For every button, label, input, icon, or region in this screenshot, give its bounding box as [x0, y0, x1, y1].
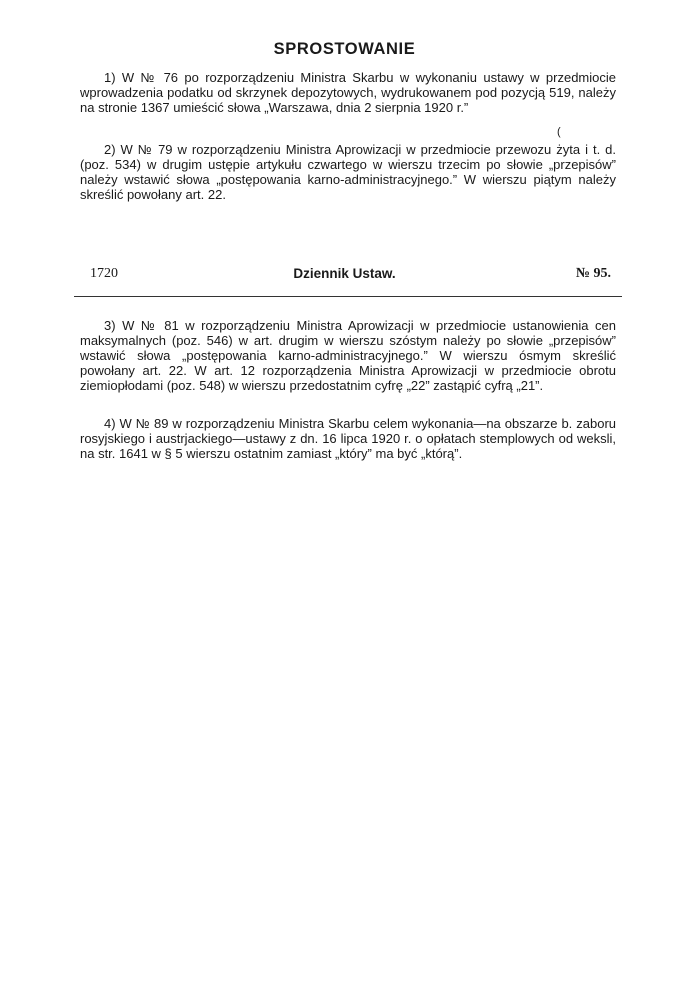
- correction-paragraph-4: 4) W № 89 w rozporządzeniu Ministra Skarbu celem wykonania—na obszarze b. zaboru rosyjskiego i austrjackiego—ustawy z dn. 16 lipca 1920 r. o opłatach stemplowych od weksli, na str. 1641 w § 5 wierszu ostatnim zamiast „który” ma być „którą”.: [80, 416, 616, 461]
- correction-paragraph-1: 1) W № 76 po rozporządzeniu Ministra Skarbu w wykonaniu ustawy w przedmiocie wprowadzenia podatku od skrzynek depozytowych, wydrukowanem pod pozycją 519, należy na stronie 1367 umieścić słowa „Warszawa, dnia 2 sierpnia 1920 r.”: [80, 70, 616, 115]
- correction-title: SPROSTOWANIE: [273, 40, 416, 58]
- correction-paragraph-2: 2) W № 79 w rozporządzeniu Ministra Aprowizacji w przedmiocie przewozu żyta i t. d. (poz. 534) w drugim ustępie artykułu czwartego w wierszu trzecim po słowie „przepisów” należy wstawić słowa „postępowania karno-administracyjnego.” W wierszu piątym należy skreślić powołany art. 22.: [80, 142, 616, 202]
- page-number: 1720: [90, 266, 118, 281]
- header-rule: [74, 296, 622, 297]
- stray-mark: (: [557, 126, 561, 138]
- issue-number: № 95.: [575, 266, 611, 281]
- running-header: [0, 266, 689, 286]
- correction-paragraph-3: 3) W № 81 w rozporządzeniu Ministra Aprowizacji w przedmiocie ustanowienia cen maksymalnych (poz. 546) w art. drugim w wierszu szóstym należy po słowie „przepisów” wstawić słowa „postępowania karno-administracyjnego.” W wierszu ósmym skreślić powołany art. 22. W art. 12 rozporządzenia Ministra Aprowizacji w przedmiocie obrotu ziemiopłodami (poz. 548) w wierszu przedostatnim cyfrę „22” zastąpić cyfrą „21”.: [80, 318, 616, 393]
- journal-title: Dziennik Ustaw.: [293, 266, 396, 281]
